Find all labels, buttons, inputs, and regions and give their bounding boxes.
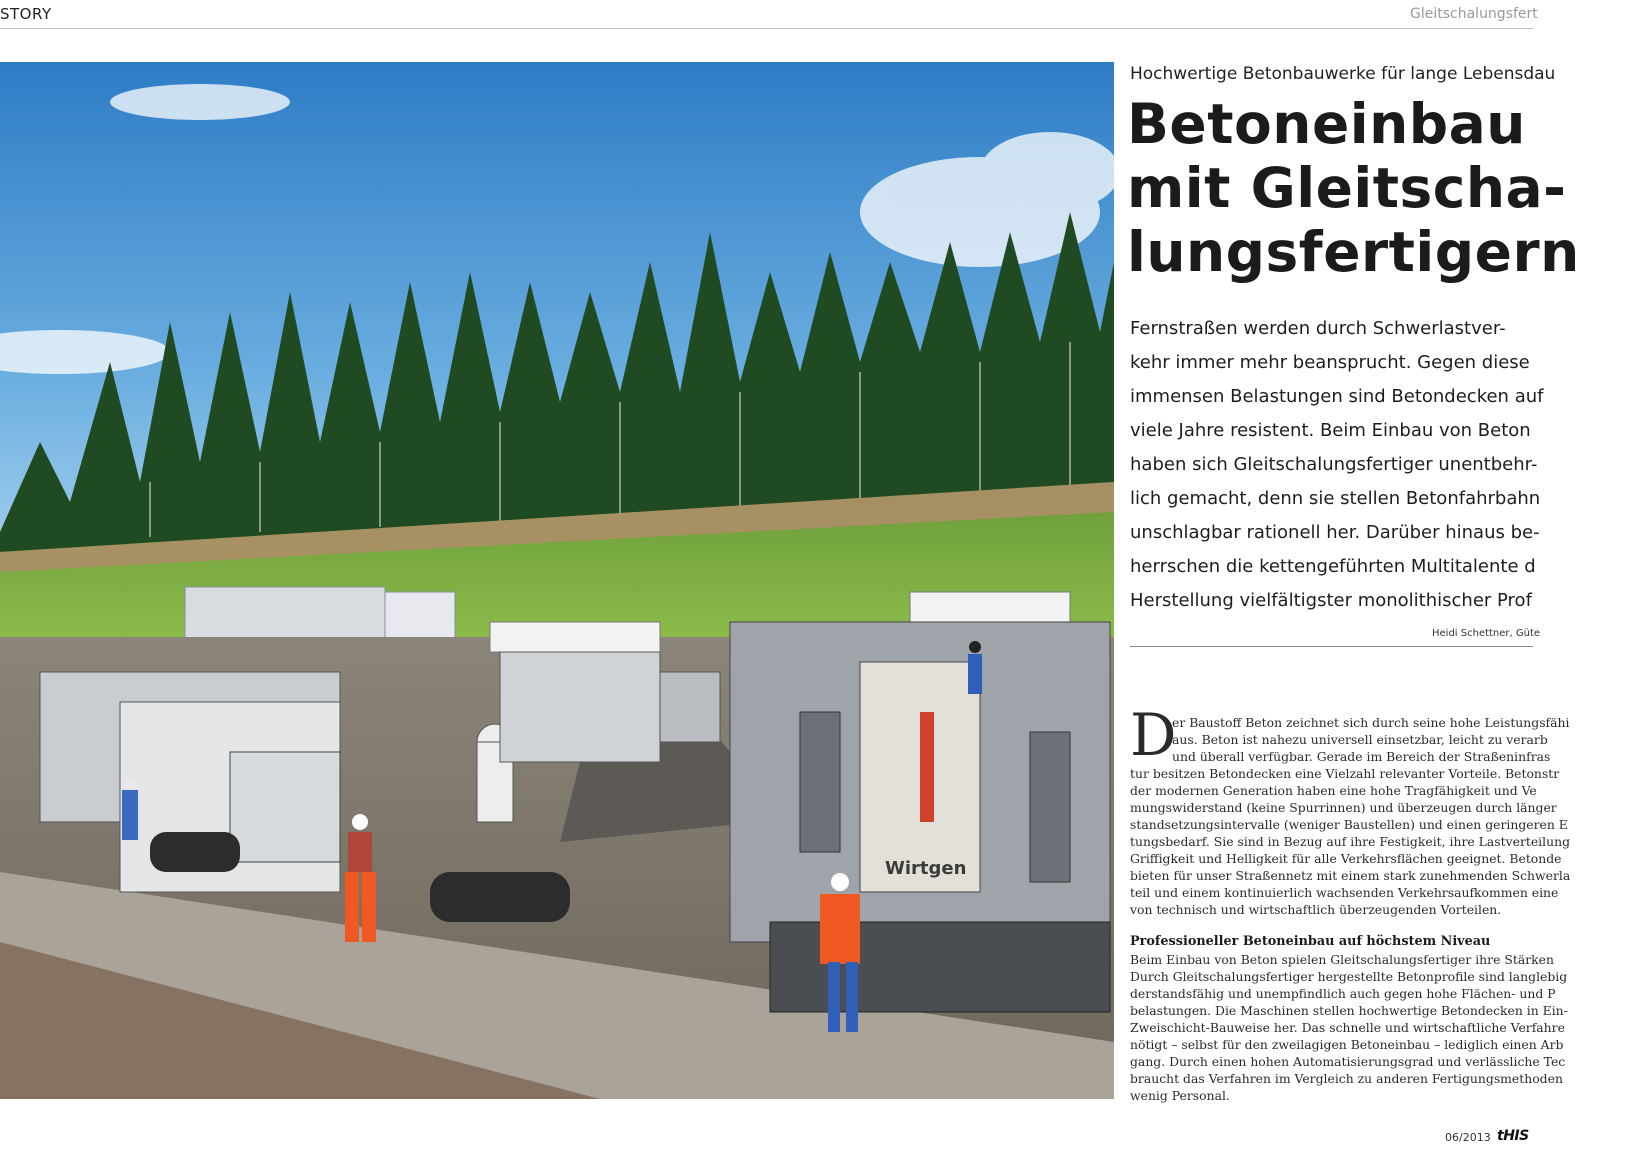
- running-head: Gleitschalungsfert: [1410, 6, 1538, 22]
- headline-line: mit Gleitscha-: [1127, 156, 1567, 220]
- magazine-logo: tHIS: [1497, 1128, 1529, 1144]
- lead-line: immensen Belastungen sind Betondecken auf: [1130, 386, 1544, 407]
- headline-line: lungsfertigern: [1127, 220, 1580, 284]
- lead-line: haben sich Gleitschalungsfertiger unentbehr-: [1130, 454, 1538, 475]
- body-line: der modernen Generation haben eine hohe Tragfähigkeit und Ve: [1130, 783, 1537, 798]
- body-line: bieten für unser Straßennetz mit einem stark zunehmenden Schwerla: [1130, 868, 1571, 883]
- drop-cap: D: [1130, 701, 1177, 769]
- body-line: derstandsfähig und unempfindlich auch gegen hohe Flächen- und P: [1130, 986, 1556, 1001]
- construction-site-illustration: [0, 62, 1114, 1099]
- section-label: STORY: [0, 5, 52, 23]
- body-line: Griffigkeit und Helligkeit für alle Verkehrsflächen geeignet. Betonde: [1130, 851, 1562, 866]
- lead-line: lich gemacht, denn sie stellen Betonfahrbahn: [1130, 488, 1541, 509]
- body-line: Zweischicht-Bauweise her. Das schnelle und wirtschaftliche Verfahre: [1130, 1020, 1565, 1035]
- body-line: nötigt – selbst für den zweilagigen Betoneinbau – lediglich einen Arb: [1130, 1037, 1564, 1052]
- lead-paragraph: [1130, 312, 1650, 618]
- body-line: Beim Einbau von Beton spielen Gleitschalungsfertiger ihre Stärken: [1130, 952, 1554, 967]
- body-line: tungsbedarf. Sie sind in Bezug auf ihre Festigkeit, ihre Lastverteilung: [1130, 834, 1570, 849]
- body-line: gang. Durch einen hohen Automatisierungsgrad und verlässliche Tec: [1130, 1054, 1566, 1069]
- subheading: Professioneller Betoneinbau auf höchstem Niveau: [1130, 934, 1491, 949]
- body-line: tur besitzen Betondecken eine Vielzahl relevanter Vorteile. Betonstr: [1130, 766, 1560, 781]
- lead-line: unschlagbar rationell her. Darüber hinaus be-: [1130, 522, 1540, 543]
- byline-rule: [1130, 646, 1533, 647]
- body-paragraph-2: [1130, 951, 1650, 1104]
- headline: [1127, 92, 1647, 284]
- body-line: von technisch und wirtschaftlich überzeugenden Vorteilen.: [1130, 902, 1502, 917]
- byline: Heidi Schettner, Güte: [1432, 628, 1541, 639]
- body-paragraph-1: [1130, 714, 1650, 918]
- machine-brand-label: Wirtgen: [885, 858, 967, 879]
- body-line: teil und einem kontinuierlich wachsenden Verkehrsaufkommen eine: [1130, 885, 1559, 900]
- body-line: aus. Beton ist nahezu universell einsetzbar, leicht zu verarb: [1172, 732, 1548, 747]
- slipform-paver-right: [730, 592, 1110, 1012]
- body-line: standsetzungsintervalle (weniger Baustellen) und einen geringeren E: [1130, 817, 1568, 832]
- body-line: und überall verfügbar. Gerade im Bereich der Straßeninfras: [1172, 749, 1551, 764]
- kicker: Hochwertige Betonbauwerke für lange Lebensdau: [1130, 64, 1556, 84]
- body-line: mungswiderstand (keine Spurrinnen) und überzeugen durch länger: [1130, 800, 1557, 815]
- article-column: [1127, 0, 1580, 1150]
- lead-line: Herstellung vielfältigster monolithischer Prof: [1130, 590, 1532, 611]
- body-line: Durch Gleitschalungsfertiger hergestellte Betonprofile sind langlebig: [1130, 969, 1568, 984]
- body-line: belastungen. Die Maschinen stellen hochwertige Betondecken in Ein-: [1130, 1003, 1568, 1018]
- body-line: wenig Personal.: [1130, 1088, 1230, 1103]
- issue-number: 06/2013: [1445, 1131, 1491, 1144]
- headline-line: Betoneinbau: [1127, 92, 1526, 156]
- article-photo: [0, 62, 1114, 1099]
- lead-line: herrschen die kettengeführten Multitalente d: [1130, 556, 1536, 577]
- lead-line: Fernstraßen werden durch Schwerlastver-: [1130, 318, 1506, 339]
- lead-line: viele Jahre resistent. Beim Einbau von Beton: [1130, 420, 1531, 441]
- body-line: braucht das Verfahren im Vergleich zu anderen Fertigungsmethoden: [1130, 1071, 1563, 1086]
- lead-line: kehr immer mehr beansprucht. Gegen diese: [1130, 352, 1530, 373]
- body-line: er Baustoff Beton zeichnet sich durch seine hohe Leistungsfähi: [1172, 715, 1570, 730]
